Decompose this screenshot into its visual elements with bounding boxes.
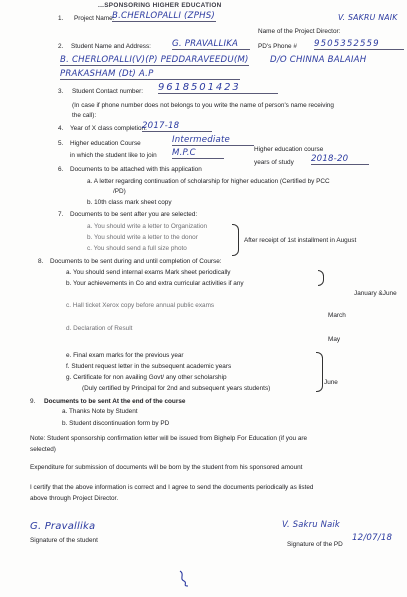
- certify-line-2: above through Project Director.: [30, 495, 119, 502]
- x-class-year-value: 2017-18: [142, 122, 212, 132]
- item-7-brace: [232, 224, 239, 256]
- item-7-number: 7.: [58, 211, 64, 218]
- item-7-a: a. You should write a letter to Organization: [87, 223, 208, 230]
- pen-mark-icon: [176, 568, 194, 588]
- item-9-b: b. Student discontinuation form by PD: [62, 420, 170, 427]
- pd-phone-label: PD's Phone #: [258, 43, 297, 50]
- student-name-value: G. PRAVALLIKA: [172, 40, 250, 50]
- note-line-2: selected): [30, 446, 56, 453]
- pd-signature-label: Signature of the PD: [287, 541, 343, 548]
- student-signature: G. Pravallika: [30, 521, 96, 532]
- expenditure-text: Expenditure for submission of documents will be born by the student from his sponsored amount: [30, 464, 303, 471]
- item-8-b: b. Your achievements in Co and extra curricular activities if any: [66, 280, 244, 287]
- item-8-g: g. Certificate for non availing Govt/ any other scholarship: [66, 374, 227, 381]
- item-6-number: 6.: [58, 166, 64, 173]
- month-june: June: [324, 379, 338, 386]
- item-5-side-label: Higher education course: [254, 146, 324, 153]
- item-7-note: After receipt of 1st installment in August: [244, 237, 357, 244]
- project-name-value: B.CHERLOPALLI (ZPHS): [112, 11, 215, 21]
- item-2-number: 2.: [58, 43, 64, 50]
- item-6-b: b. 10th class mark sheet copy: [87, 199, 172, 206]
- item-6-a-cont: /PD): [113, 188, 126, 195]
- item-4-number: 4.: [58, 125, 64, 132]
- certify-line-1: I certify that the above information is correct and I agree to send the documents periodically as listed: [30, 484, 314, 491]
- item-8-g-cont: (Duly certified by Principal for 2nd and subsequent years students): [82, 385, 271, 392]
- student-address-line-2: PRAKASHAM (Dt) A.P: [60, 70, 240, 80]
- pd-name-value: V. SAKRU NAIK: [338, 13, 398, 22]
- item-1-number: 1.: [58, 15, 64, 22]
- pd-signature: V. Sakru Naik: [282, 519, 340, 529]
- item-8-f: f. Student request letter in the subsequent academic years: [66, 363, 232, 370]
- pd-phone-value: 9505352559: [314, 40, 404, 50]
- item-7-b: b. You should write a letter to the donor: [87, 234, 198, 241]
- student-address-line-1-tail: D/O CHINNA BALAIAH: [270, 55, 367, 65]
- pd-signature-date: 12/07/18: [352, 533, 393, 543]
- month-may: May: [328, 336, 341, 343]
- item-6-a: a. A letter regarding continuation of scholarship for higher education (Certified by PCC: [87, 178, 330, 185]
- item-3-note-2: the call):: [72, 112, 97, 119]
- course-value: Intermediate: [172, 136, 254, 146]
- student-contact-value: 9618501423: [158, 83, 278, 94]
- item-4-label: Year of X class completion:: [70, 125, 147, 132]
- years-of-study-value: 2018-20: [311, 155, 369, 165]
- item-9-a: a. Thanks Note by Student: [62, 408, 138, 415]
- item-9-title: Documents to be sent At the end of the course: [44, 398, 186, 405]
- item-8-d: d. Declaration of Result: [66, 325, 133, 332]
- item-2-label: Student Name and Address:: [71, 43, 151, 50]
- item-6-title: Documents to be attached with this application: [70, 166, 202, 173]
- item-8-brace-top: [318, 270, 324, 286]
- item-8-c: c. Hall ticket Xerox copy before annual public exams: [66, 302, 215, 309]
- item-1-label: Project Name:: [74, 15, 115, 22]
- month-march: March: [328, 312, 346, 319]
- item-5-label: Higher education Course: [70, 140, 141, 147]
- item-8-brace-june: [316, 352, 323, 392]
- course-group-value: M.P.C: [172, 149, 224, 159]
- item-7-c: c. You should send a full size photo: [87, 245, 187, 252]
- item-3-number: 3.: [58, 88, 64, 95]
- item-7-title: Documents to be sent after you are selected:: [70, 211, 198, 218]
- item-3-note-1: (In case if phone number does not belongs to you write the name of person's name receiving: [72, 102, 334, 109]
- pd-name-label: Name of the Project Director:: [258, 28, 341, 35]
- month-jan-june: January &June: [354, 290, 397, 297]
- item-8-a: a. You should send internal exams Mark sheet periodically: [66, 269, 231, 276]
- item-8-e: e. Final exam marks for the previous year: [66, 352, 184, 359]
- item-8-title: Documents to be sent during and until completion of Course:: [50, 258, 222, 265]
- item-8-number: 8.: [38, 258, 44, 265]
- item-5-number: 5.: [58, 140, 64, 147]
- form-header-title: ...SPONSORING HIGHER EDUCATION: [98, 2, 222, 9]
- item-9-number: 9.: [30, 398, 36, 405]
- student-address-line-1: B. CHERLOPALLI(V)(P) PEDDARAVEEDU(M): [60, 55, 249, 65]
- note-line-1: Note: Student sponsorship confirmation letter will be issued from Bighelp For Education (if you are: [30, 435, 308, 442]
- item-5-years-label: years of study: [254, 159, 294, 166]
- item-3-label: Student Contact number:: [72, 88, 144, 95]
- item-5-label-2: in which the student like to join: [70, 152, 157, 159]
- student-signature-label: Signature of the student: [30, 537, 98, 544]
